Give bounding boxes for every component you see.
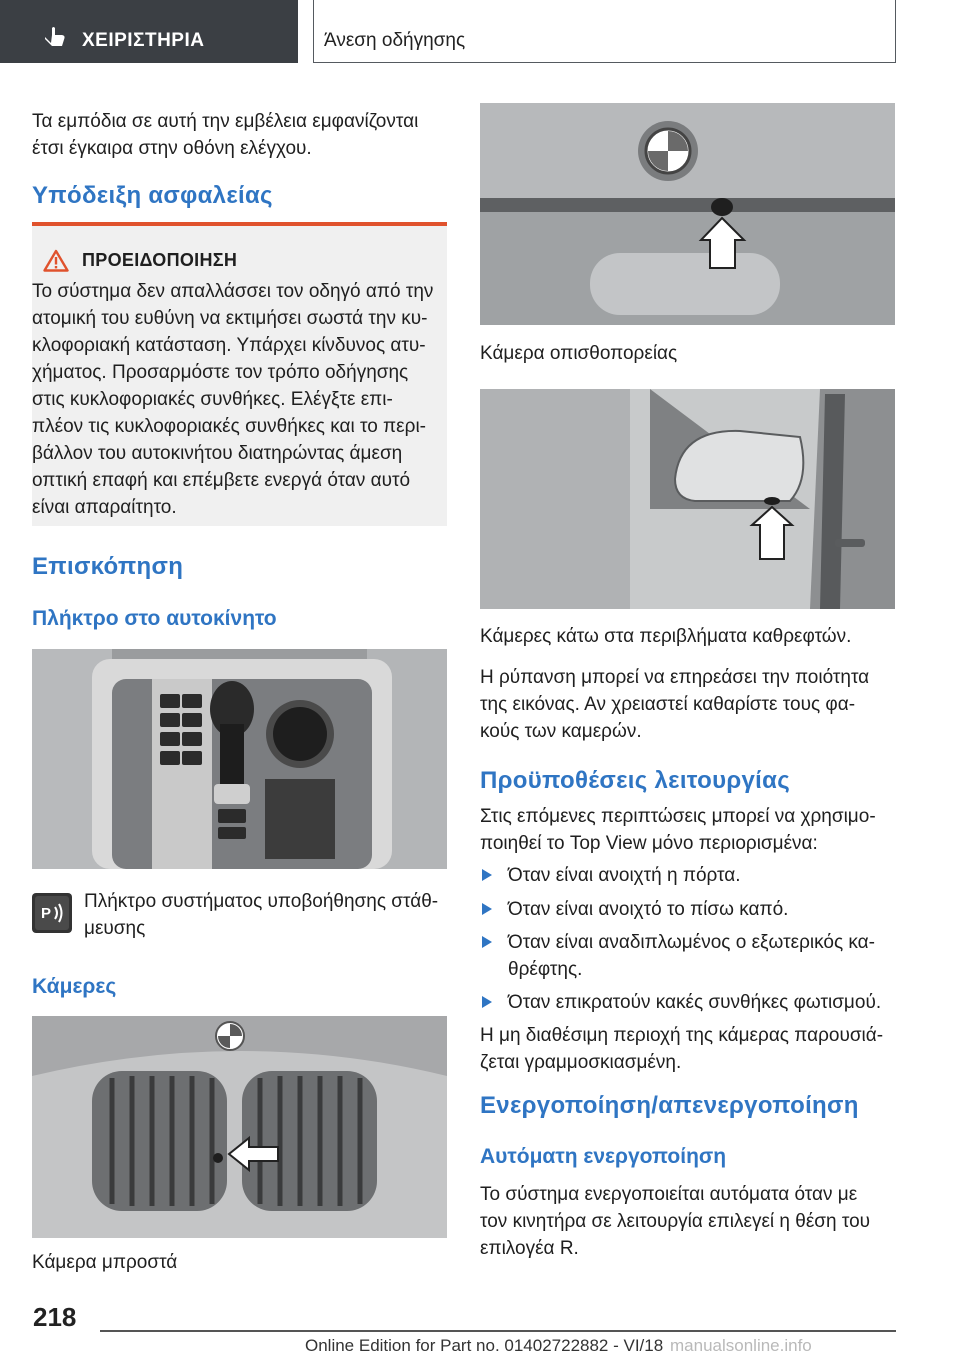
intro-line-2: έτσι έγκαιρα στην οθόνη ελέγχου.	[32, 138, 312, 159]
warning-line: είναι απαραίτητο.	[32, 497, 177, 518]
bullet-arrow-icon	[482, 996, 492, 1008]
cameras-heading: Κάμερες	[32, 975, 117, 998]
warning-line: Το σύστημα δεν απαλλάσσει τον οδηγό από την	[32, 281, 434, 302]
activation-line: επιλογέα R.	[480, 1238, 579, 1259]
warning-triangle-icon	[43, 249, 69, 272]
overview-heading: Επισκόπηση	[32, 553, 184, 580]
rear-camera-photo	[480, 103, 895, 325]
footer-divider	[100, 1330, 896, 1332]
svg-text:P: P	[41, 905, 52, 922]
console-photo	[32, 649, 447, 869]
activation-line: Το σύστημα ενεργοποιείται αυτόματα όταν με	[480, 1184, 858, 1205]
bullet-arrow-icon	[482, 869, 492, 881]
intro-line-1: Τα εμπόδια σε αυτή την εμβέλεια εμφανίζονται	[32, 111, 419, 132]
warning-title: ΠΡΟΕΙΔΟΠΟΙΗΣΗ	[82, 250, 238, 270]
activation-heading: Ενεργοποίηση/απενεργοποίηση	[480, 1092, 859, 1119]
section-title: ΧΕΙΡΙΣΤΗΡΙΑ	[82, 30, 205, 51]
requirements-outro: ζεται γραμμοσκιασμένη.	[480, 1052, 682, 1073]
bullet-arrow-icon	[482, 936, 492, 948]
parking-assist-icon	[32, 893, 72, 933]
activation-line: τον κινητήρα σε λειτουργία επιλεγεί η θέση του	[480, 1211, 871, 1232]
dirt-line: κούς των καμερών.	[480, 721, 642, 742]
activation-subheading: Αυτόματη ενεργοποίηση	[480, 1145, 727, 1168]
front-camera-caption: Κάμερα μπροστά	[32, 1252, 178, 1273]
bullet-arrow-icon	[482, 903, 492, 915]
button-heading: Πλήκτρο στο αυτοκίνητο	[32, 607, 277, 630]
mirror-camera-photo	[480, 389, 895, 609]
requirements-intro: ποιηθεί το Top View μόνο περιορισμένα:	[480, 833, 818, 854]
warning-line: χήματος. Προσαρμόστε τον τρόπο οδήγησης	[32, 362, 409, 383]
warning-line: πλέον τις κυκλοφοριακές συνθήκες και το περι-	[32, 416, 426, 437]
front-camera-photo	[32, 1016, 447, 1238]
page-number: 218	[33, 1302, 77, 1332]
requirements-heading: Προϋποθέσεις λειτουργίας	[480, 767, 790, 794]
rear-camera-caption: Κάμερα οπισθοπορείας	[480, 343, 678, 364]
warning-line: κλοφοριακή κατάσταση. Υπάρχει κίνδυνος ατυ-	[32, 335, 426, 356]
warning-line: βάλλον του αυτοκινήτου διατηρώντας άμεση	[32, 443, 403, 464]
watermark: manualsonline.info	[670, 1336, 812, 1355]
chapter-header	[313, 0, 896, 63]
button-caption-line: μευσης	[84, 918, 146, 939]
warning-line: στις κυκλοφοριακές συνθήκες. Ελέγξτε επι-	[32, 389, 393, 410]
warning-line: οπτική επαφή και επέμβετε ενεργά όταν αυτό	[32, 470, 411, 491]
hand-pointer-icon	[42, 25, 68, 49]
dirt-line: Η ρύπανση μπορεί να επηρεάσει την ποιότητα	[480, 667, 870, 688]
section-tab	[0, 0, 298, 63]
warning-line: ατομική του ευθύνη να εκτιμήσει σωστά την κυ-	[32, 308, 428, 329]
requirements-intro: Στις επόμενες περιπτώσεις μπορεί να χρησιμο-	[480, 806, 876, 827]
edition-info: Online Edition for Part no. 01402722882 - VI/18	[305, 1336, 664, 1355]
requirements-outro: Η μη διαθέσιμη περιοχή της κάμερας παρουσιά-	[480, 1025, 884, 1046]
mirror-camera-caption: Κάμερες κάτω στα περιβλήματα καθρεφτών.	[480, 626, 852, 647]
safety-heading: Υπόδειξη ασφαλείας	[32, 182, 273, 209]
chapter-title: Άνεση οδήγησης	[324, 30, 466, 51]
button-caption-line: Πλήκτρο συστήματος υποβοήθησης στάθ-	[84, 891, 439, 912]
dirt-line: της εικόνας. Αν χρειαστεί καθαρίστε τους φα-	[480, 694, 856, 715]
